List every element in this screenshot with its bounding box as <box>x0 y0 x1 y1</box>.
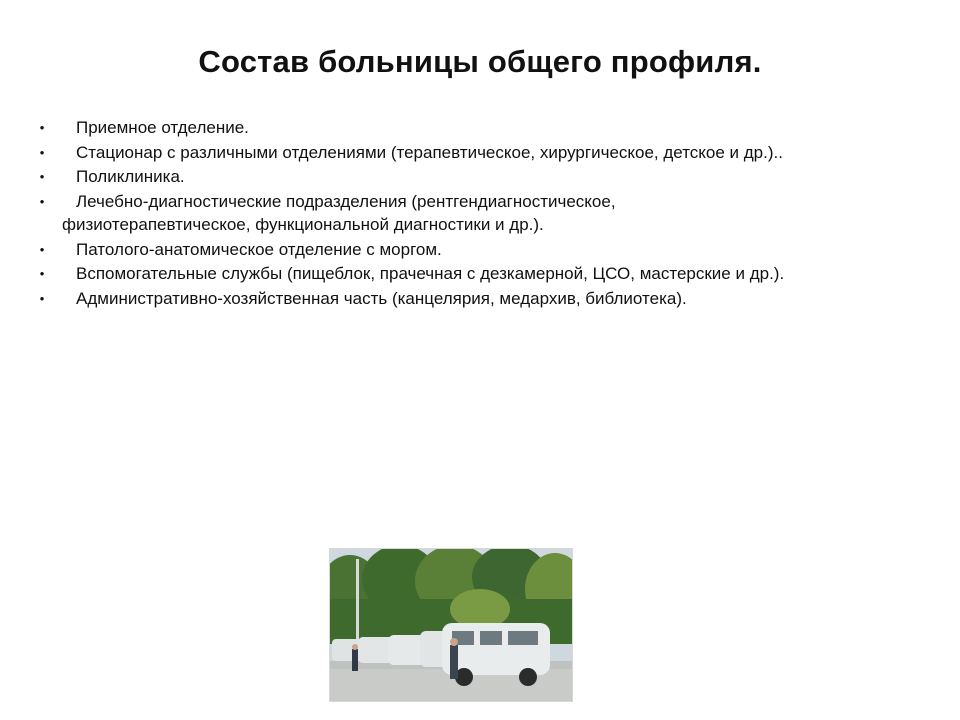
list-item <box>36 190 936 237</box>
bullet-text: Поликлиника. <box>76 167 185 186</box>
bullet-icon: • <box>39 144 45 160</box>
bullet-text: Патолого-анатомическое отделение с моргом. <box>76 239 442 259</box>
bullet-icon: • <box>39 120 45 135</box>
bullet-list <box>36 116 936 311</box>
bullet-text: Лечебно-диагностические подразделения (рентгендиагностическое, <box>76 191 616 211</box>
bullet-icon: • <box>39 169 45 184</box>
list-item <box>36 141 936 165</box>
list-item <box>36 165 936 189</box>
list-item <box>36 238 936 262</box>
bullet-text: Административно-хозяйственная часть (канцелярия, медархив, библиотека). <box>76 288 687 308</box>
ambulance-vans-photo <box>329 548 573 702</box>
photo-illustration <box>330 549 572 701</box>
bullet-text-continuation: физиотерапевтическое, функциональной диагностики и др.). <box>62 215 544 234</box>
bullet-icon: • <box>39 266 45 281</box>
bullet-icon: • <box>39 241 45 257</box>
list-item <box>36 116 936 140</box>
list-item <box>36 287 936 311</box>
slide-title: Состав больницы общего профиля. <box>198 44 762 79</box>
bullet-text: Приемное отделение. <box>76 118 249 137</box>
bullet-icon: • <box>39 193 45 209</box>
bullet-text: Вспомогательные службы (пищеблок, прачечная с дезкамерной, ЦСО, мастерские и др.). <box>76 264 785 283</box>
bullet-icon: • <box>39 290 45 306</box>
list-item <box>36 262 936 286</box>
bullet-text: Стационар с различными отделениями (терапевтическое, хирургическое, детское и др.).. <box>76 142 783 162</box>
